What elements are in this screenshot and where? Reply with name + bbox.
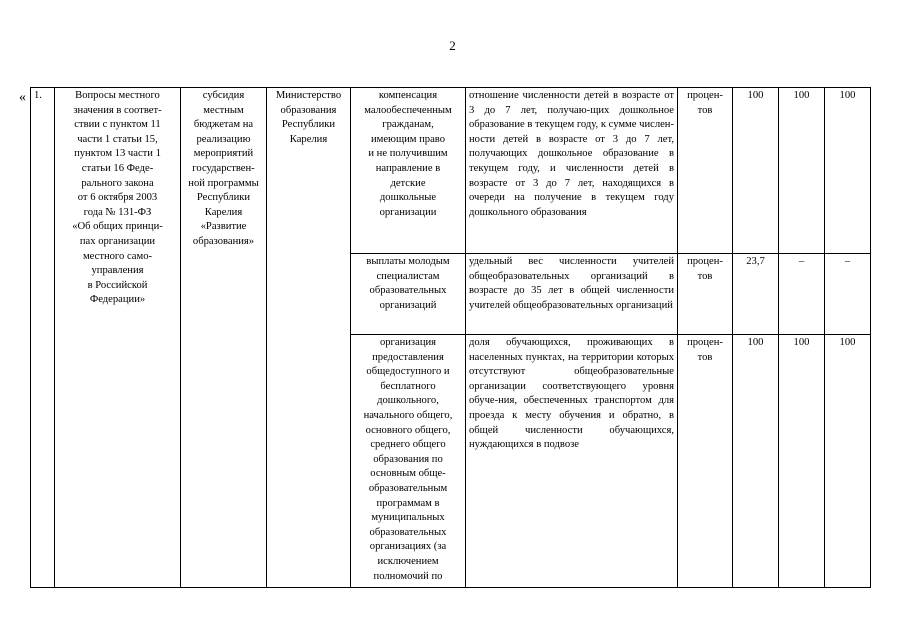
ministry-cell: Министерство образования Республики Карелия [267,88,351,588]
issue-cell: Вопросы местного значения в соответ- ствии с пунктом 11 части 1 статьи 15, пунктом 13 части 1 статьи 16 Феде- рального закона от 6 октября 2003 года № 131-ФЗ «Об общих принци- пах организации местного само- управления в Российской Федерации» [55,88,181,588]
subsidy-cell: субсидия местным бюджетам на реализацию мероприятий государствен- ной программы Республики Карелия «Развитие образования» [181,88,267,588]
table-row [31,88,871,254]
value-cell-2: 100 [779,88,825,254]
open-quote-mark: « [19,90,26,105]
value-cell-3: 100 [825,88,871,254]
program-table [30,87,871,588]
unit-cell: процен- тов [678,254,733,335]
value-cell-3: 100 [825,335,871,588]
indicator-cell: удельный вес численности учителей общеобразовательных организаций в возрасте до 35 лет в общей численности учителей общеобразовательных организаций [466,254,678,335]
unit-cell: процен- тов [678,88,733,254]
activity-cell: выплаты молодым специалистам образовательных организаций [351,254,466,335]
value-cell-3: – [825,254,871,335]
value-cell-1: 100 [733,335,779,588]
activity-cell: организация предоставления общедоступного и бесплатного дошкольного, начального общего, основного общего, среднего общего образования по основным обще- образовательным программам в муниципальных образовательных организациях (за исключением полномочий по [351,335,466,588]
indicator-cell: доля обучающихся, проживающих в населенных пунктах, на территории которых отсутствуют общеобразовательные организации соответствующего уровня обуче-ния, обеспеченных транспортом для проезда к месту обучения и обратно, в общей численности обучающихся, нуждающихся в подвозе [466,335,678,588]
value-cell-2: 100 [779,335,825,588]
value-cell-1: 23,7 [733,254,779,335]
activity-cell: компенсация малообеспеченным гражданам, имеющим право и не получившим направление в детские дошкольные организации [351,88,466,254]
value-cell-1: 100 [733,88,779,254]
row-number: 1. [31,88,55,588]
page-number: 2 [449,38,456,53]
indicator-cell: отношение численности детей в возрасте от 3 до 7 лет, получаю-щих дошкольное образование в текущем году, к сумме числен-ности детей в возрасте от 3 до 7 лет, получающих дошкольное образование в текущем году, и численности детей в возрасте от 3 до 7 лет, находящихся в очереди на получение в текущем году дошкольного образования [466,88,678,254]
unit-cell: процен- тов [678,335,733,588]
value-cell-2: – [779,254,825,335]
